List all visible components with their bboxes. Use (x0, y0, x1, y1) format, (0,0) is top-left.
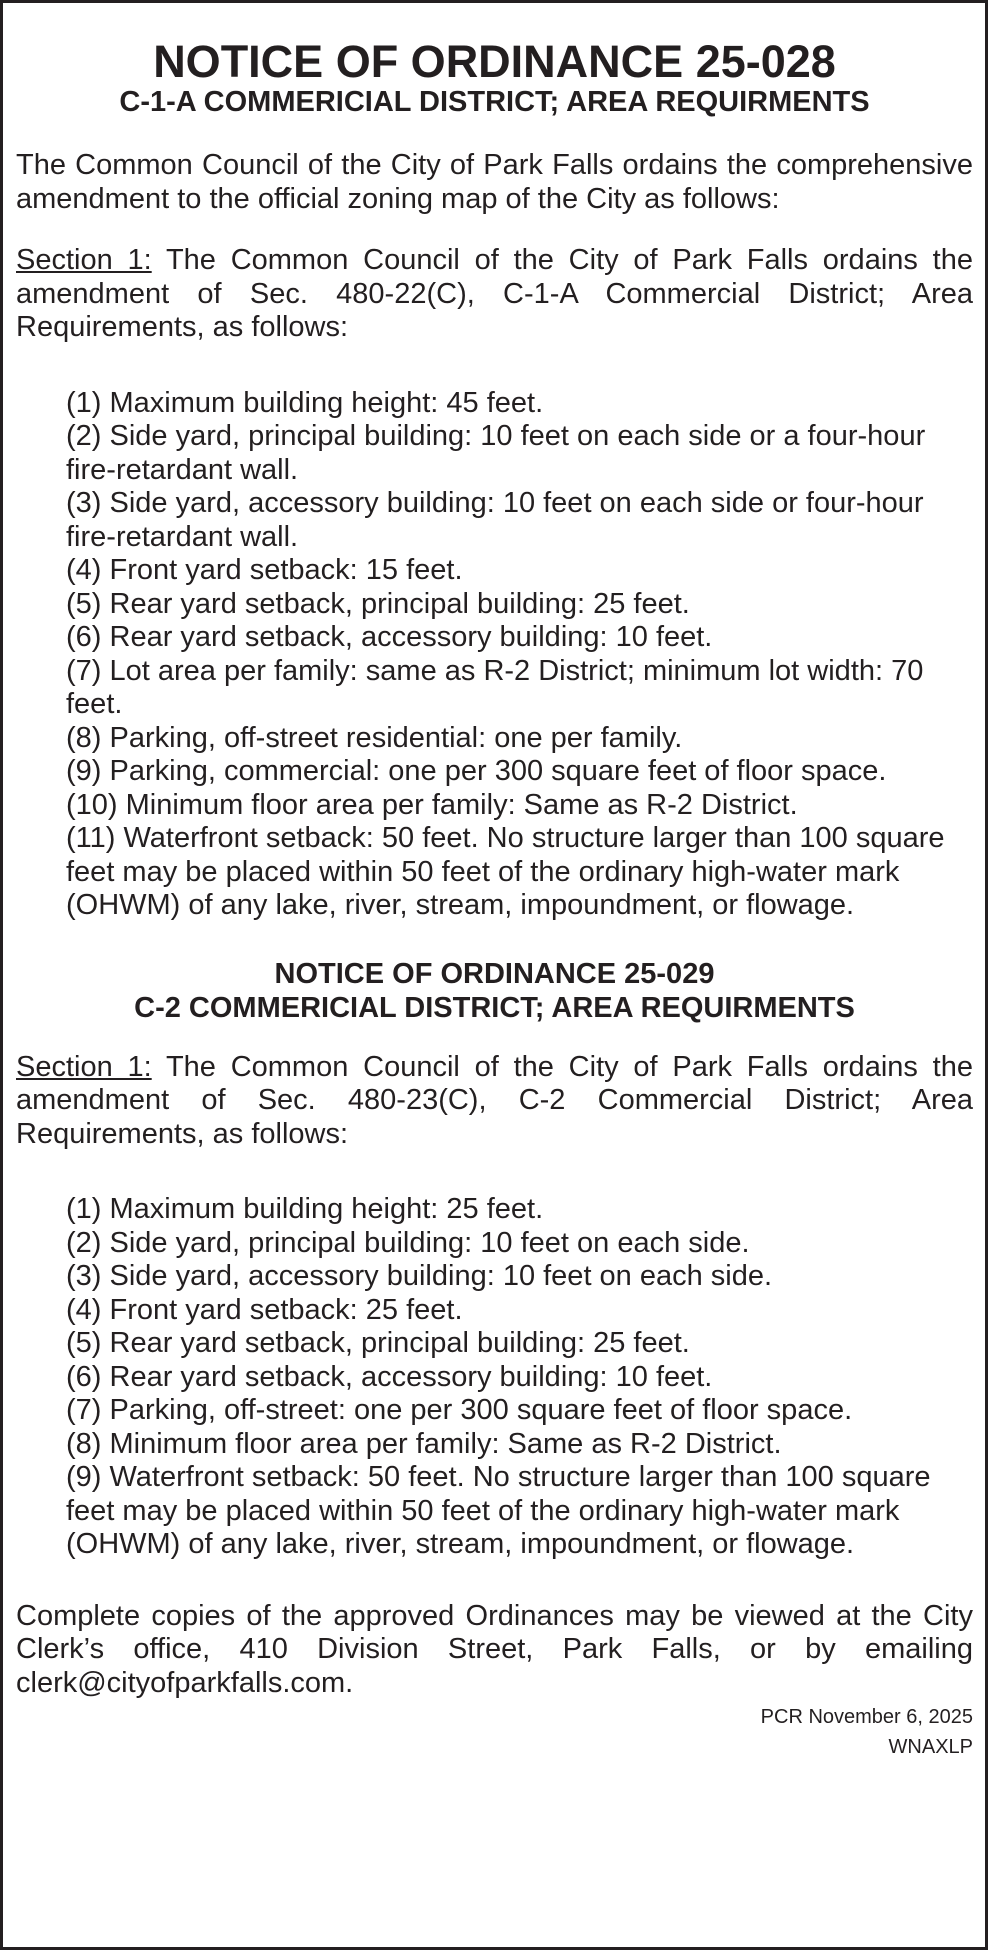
ordinance-25-029-title: NOTICE OF ORDINANCE 25-029 (274, 957, 715, 990)
list-item: (1) Maximum building height: 25 feet. (66, 1193, 544, 1225)
list-item: (4) Front yard setback: 25 feet. (66, 1293, 463, 1326)
list-item: (8) Minimum floor area per family: Same as R-2 District. (66, 1427, 782, 1460)
ordinance-25-028-section-1 (16, 244, 973, 345)
list-item: (6) Rear yard setback, accessory building: 10 feet. (66, 1360, 713, 1393)
ordinance-25-029-requirements-list (16, 1193, 973, 1562)
list-item: (3) Side yard, accessory building: 10 feet on each side. (66, 1260, 773, 1292)
section-text: The Common Council of the City of Park Falls ordains the amendment of Sec. 480-22(C), C-1-A Commercial District; Area Requirements, as follows: (16, 244, 973, 343)
list-item: (6) Rear yard setback, accessory building: 10 feet. (66, 621, 713, 653)
section-text: The Common Council of the City of Park Falls ordains the amendment of Sec. 480-23(C), C-2 Commercial District; Area Requirements, as follows: (16, 1050, 973, 1150)
list-item: (5) Rear yard setback, principal building: 25 feet. (66, 1327, 690, 1359)
list-item: (11) Waterfront setback: 50 feet. No structure larger than 100 square feet may be placed within 50 feet of the ordinary high-water mark (OHWM) of any lake, river, stream, impoundment, or flowage. (66, 822, 945, 921)
ordinance-25-029-section-1 (16, 1051, 973, 1152)
publication-line: PCR November 6, 2025 (760, 1706, 973, 1728)
list-item: (3) Side yard, accessory building: 10 feet on each side or four-hour fire-retardant wall. (66, 487, 924, 553)
notice-code: WNAXLP (888, 1736, 973, 1758)
list-item: (2) Side yard, principal building: 10 feet on each side or a four-hour fire-retardant wall. (66, 420, 926, 486)
section-label: Section 1: (16, 1050, 152, 1083)
ordinance-25-028-subtitle: C-1-A COMMERICIAL DISTRICT; AREA REQUIRMENTS (119, 86, 870, 118)
list-item: (2) Side yard, principal building: 10 feet on each side. (66, 1226, 750, 1259)
intro-paragraph: The Common Council of the City of Park Falls ordains the comprehensive amendment to the official zoning map of the City as follows: (16, 149, 973, 215)
list-item: (7) Lot area per family: same as R-2 District; minimum lot width: 70 feet. (66, 654, 924, 720)
list-item: (9) Waterfront setback: 50 feet. No structure larger than 100 square feet may be placed within 50 feet of the ordinary high-water mark (OHWM) of any lake, river, stream, impoundment, or flowage. (66, 1461, 931, 1560)
footer (16, 1702, 973, 1762)
list-item: (9) Parking, commercial: one per 300 square feet of floor space. (66, 755, 887, 787)
ordinance-25-029-subtitle: C-2 COMMERICIAL DISTRICT; AREA REQUIRMENTS (134, 991, 855, 1024)
ordinance-25-028-title: NOTICE OF ORDINANCE 25-028 (153, 36, 836, 87)
closing-paragraph: Complete copies of the approved Ordinances may be viewed at the City Clerk’s office, 410 Division Street, Park Falls, or by emailing clerk@cityofparkfalls.com. (16, 1599, 973, 1699)
list-item: (1) Maximum building height: 45 feet. (66, 386, 544, 419)
list-item: (7) Parking, off-street: one per 300 square feet of floor space. (66, 1394, 853, 1426)
list-item: (5) Rear yard setback, principal building: 25 feet. (66, 587, 690, 620)
section-label: Section 1: (16, 244, 152, 276)
list-item: (8) Parking, off-street residential: one per family. (66, 721, 683, 754)
ordinance-25-028-requirements-list (16, 387, 973, 923)
list-item: (4) Front yard setback: 15 feet. (66, 554, 463, 586)
list-item: (10) Minimum floor area per family: Same as R-2 District. (66, 788, 798, 821)
